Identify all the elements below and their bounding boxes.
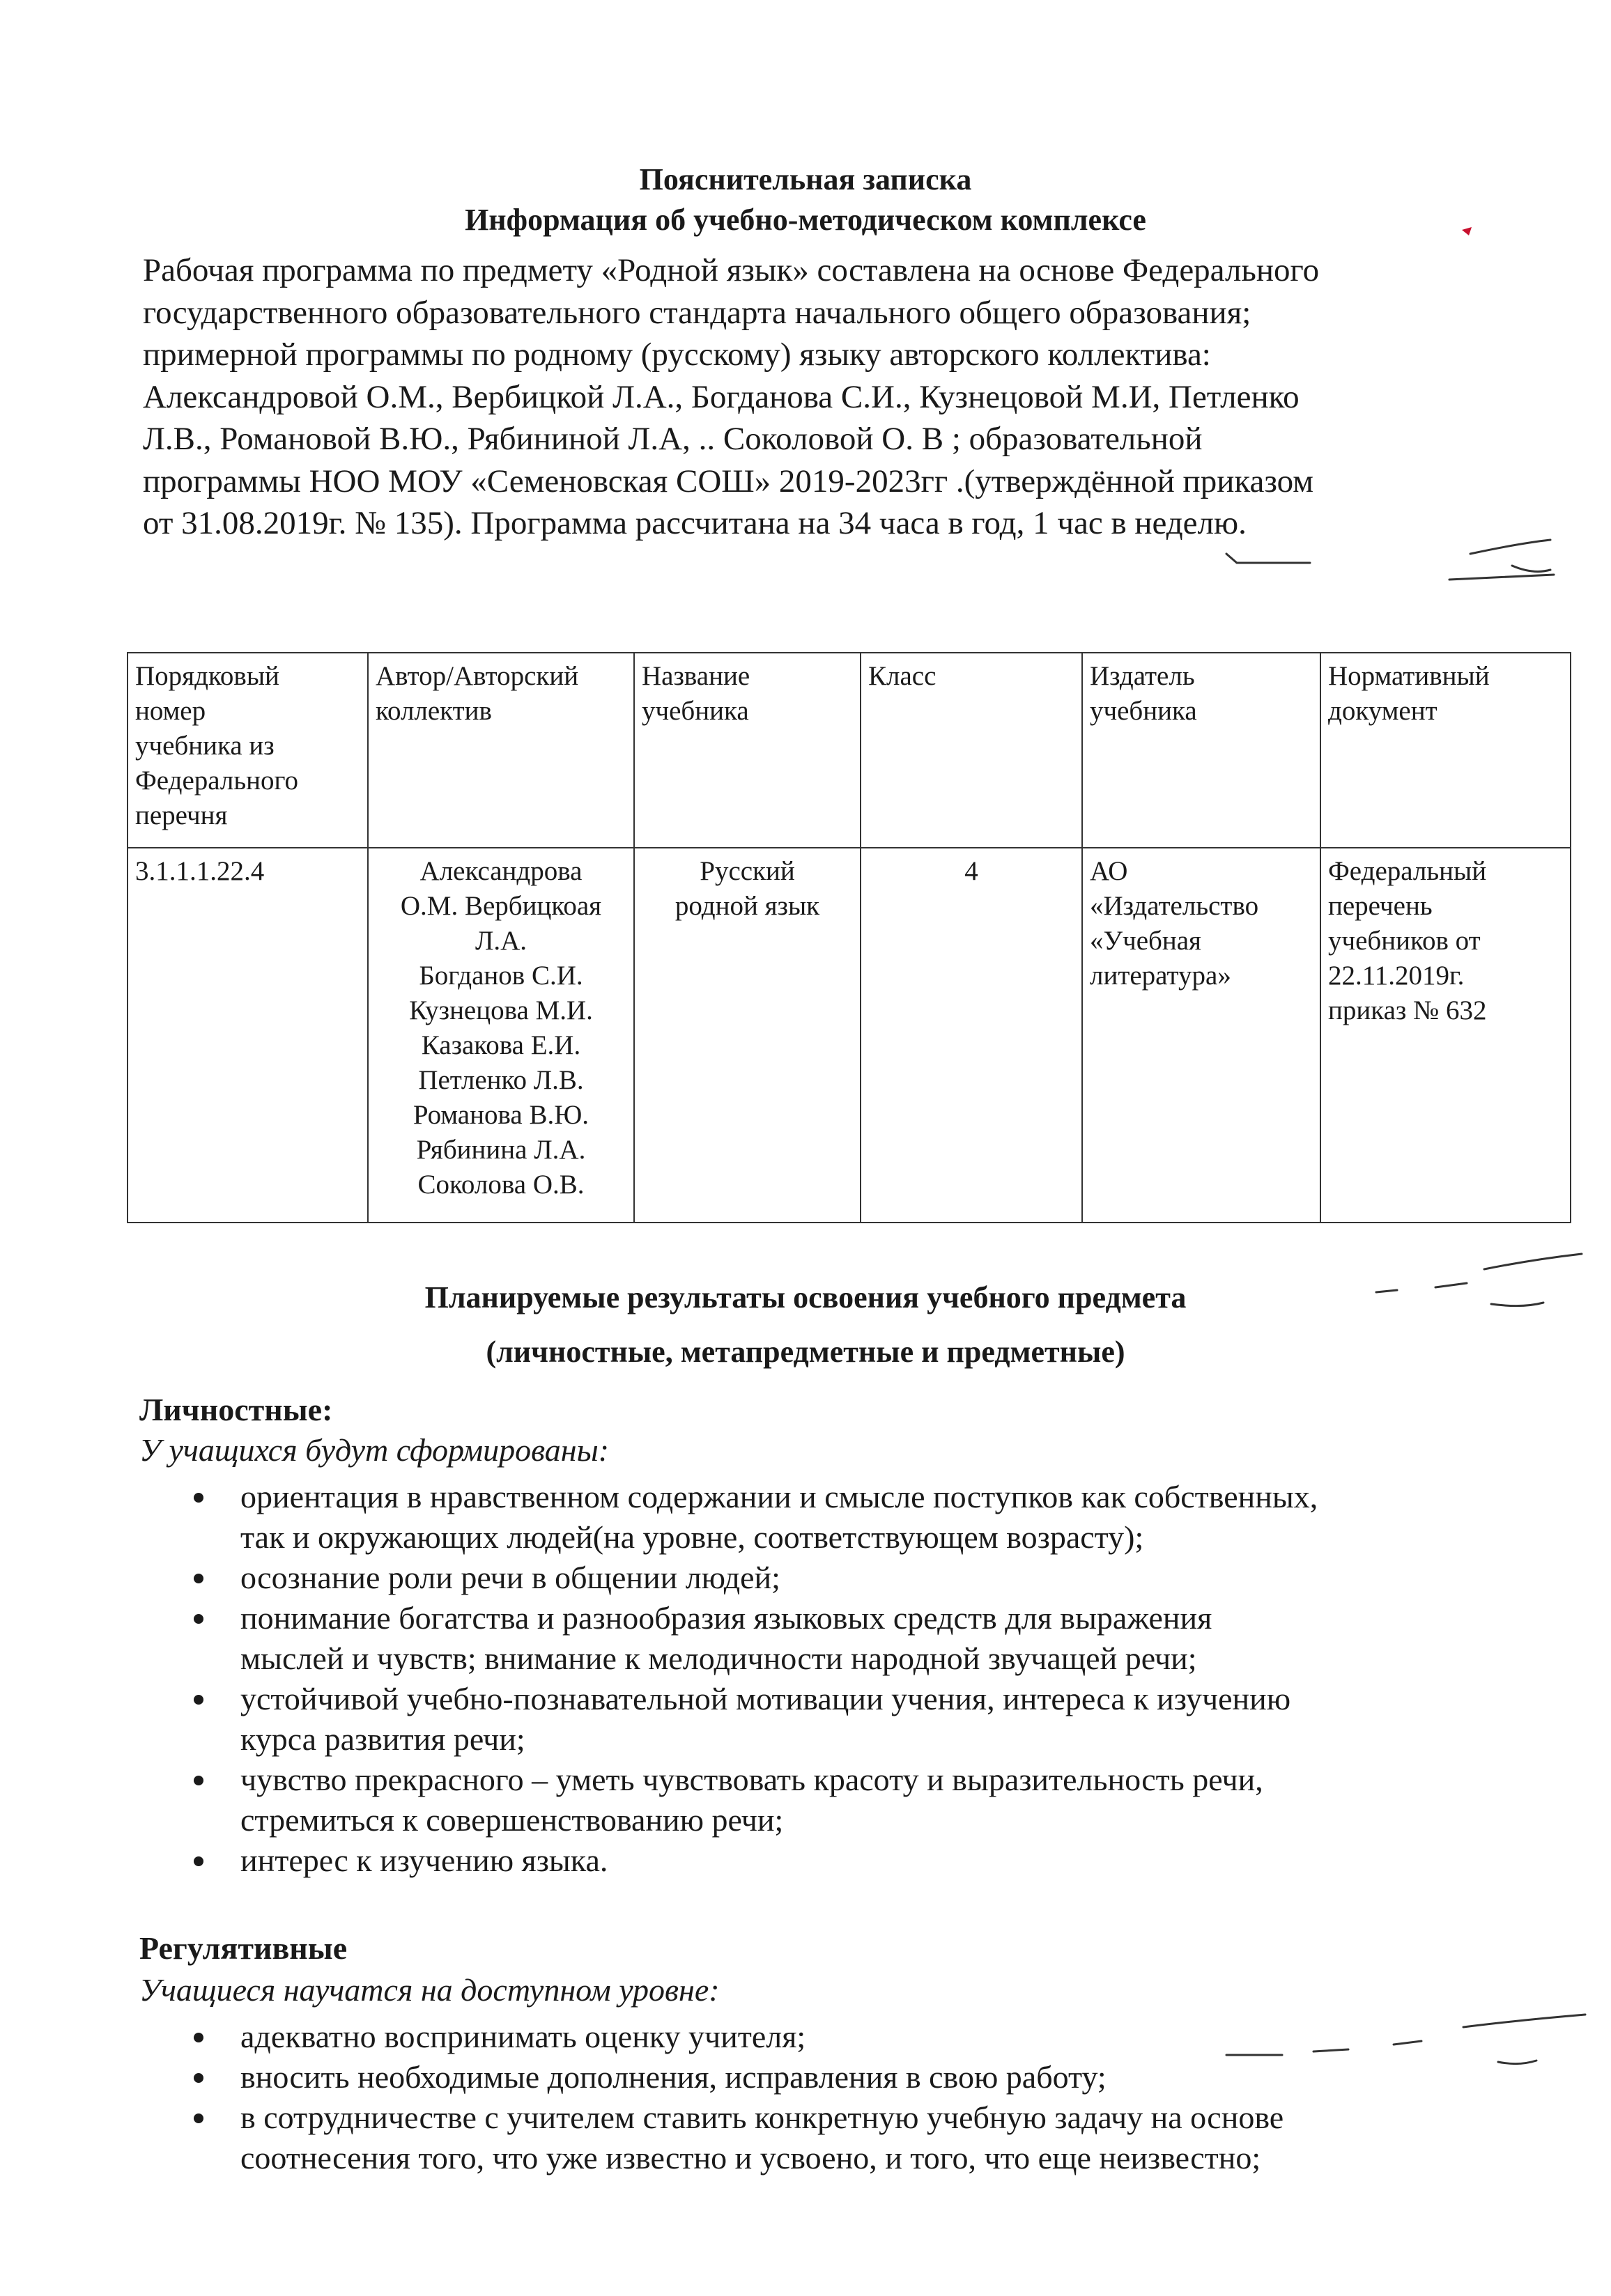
textbook-table <box>127 652 1571 1223</box>
intro-line: от 31.08.2019г. № 135). Программа рассчитана на 34 часа в год, 1 час в неделю. <box>143 505 1247 541</box>
list-item: чувство прекрасного – уметь чувствовать красоту и выразительность речи, стремиться к совершенствованию речи; <box>139 1760 1575 1840</box>
list-item: ориентация в нравственном содержании и смысле поступков как собственных, так и окружающих людей(на уровне, соответствующем возрасту); <box>139 1477 1575 1558</box>
intro-line: Рабочая программа по предмету «Родной язык» составлена на основе Федерального <box>143 252 1320 288</box>
bullet-icon <box>194 1614 203 1624</box>
intro-line: примерной программы по родному (русскому) языку авторского коллектива: <box>143 336 1211 373</box>
intro-line: программы НОО МОУ «Семеновская СОШ» 2019-2023гг .(утверждённой приказом <box>143 463 1313 499</box>
personal-list <box>139 1477 1575 1881</box>
list-item: понимание богатства и разнообразия языковых средств для выражения мыслей и чувств; внимание к мелодичности народной звучащей речи; <box>139 1598 1575 1679</box>
header-cell-publisher: Издатель учебника <box>1082 653 1320 848</box>
document-subtitle: Информация об учебно-методическом комплексе <box>465 203 1146 237</box>
personal-heading: Личностные: <box>139 1392 333 1427</box>
list-item: адекватно воспринимать оценку учителя; <box>139 2017 1575 2057</box>
list-item: в сотрудничестве с учителем ставить конкретную учебную задачу на основе соотнесения того, что уже известно и усвоено, и того, что еще неизвестно; <box>139 2097 1575 2178</box>
regulatory-list <box>139 2017 1575 2178</box>
cell-publisher: АО «Издательство «Учебная литература» <box>1082 848 1320 1223</box>
regulatory-intro: Учащиеся научатся на доступном уровне: <box>139 1972 720 2008</box>
bullet-icon <box>194 1493 203 1503</box>
list-item: устойчивой учебно-познавательной мотивации учения, интереса к изучению курса развития речи; <box>139 1679 1575 1760</box>
personal-intro: У учащихся будут сформированы: <box>139 1432 610 1468</box>
cell-document: Федеральный перечень учебников от 22.11.2019г. приказ № 632 <box>1320 848 1571 1223</box>
cell-grade: 4 <box>861 848 1082 1223</box>
table-header-row <box>128 653 1571 848</box>
list-item: вносить необходимые дополнения, исправления в свою работу; <box>139 2057 1575 2097</box>
table-row <box>128 848 1571 1223</box>
header-cell-title: Название учебника <box>634 653 861 848</box>
bullet-icon <box>194 2033 203 2042</box>
bullet-icon <box>194 1695 203 1705</box>
header-cell-grade: Класс <box>861 653 1082 848</box>
bullet-icon <box>194 1856 203 1866</box>
intro-paragraph <box>143 249 1550 545</box>
cell-authors: Александрова О.М. Вербицкоая Л.А. Богданов С.И. Кузнецова М.И. Казакова Е.И. Петленко Л.В. Романова В.Ю. Рябинина Л.А. Соколова О.В. <box>368 848 634 1223</box>
bullet-icon <box>194 1574 203 1583</box>
regulatory-heading: Регулятивные <box>139 1930 348 1966</box>
results-subtitle: (личностные, метапредметные и предметные) <box>486 1335 1125 1369</box>
bullet-icon <box>194 1776 203 1785</box>
document-title: Пояснительная записка <box>639 162 972 196</box>
header-cell-document: Нормативный документ <box>1320 653 1571 848</box>
bullet-icon <box>194 2073 203 2083</box>
header-cell-number: Порядковый номер учебника из Федерального перечня <box>128 653 368 848</box>
intro-line: государственного образовательного стандарта начального общего образования; <box>143 294 1251 331</box>
intro-line: Л.В., Романовой В.Ю., Рябининой Л.А, .. Соколовой О. В ; образовательной <box>143 421 1203 457</box>
cell-number: 3.1.1.1.22.4 <box>128 848 368 1223</box>
results-title: Планируемые результаты освоения учебного предмета <box>424 1280 1187 1314</box>
list-item: интерес к изучению языка. <box>139 1840 1575 1881</box>
cell-book-title: Русский родной язык <box>634 848 861 1223</box>
list-item: осознание роли речи в общении людей; <box>139 1558 1575 1598</box>
header-cell-authors: Автор/Авторский коллектив <box>368 653 634 848</box>
bullet-icon <box>194 2113 203 2123</box>
intro-line: Александровой О.М., Вербицкой Л.А., Богданова С.И., Кузнецовой М.И, Петленко <box>143 378 1300 415</box>
